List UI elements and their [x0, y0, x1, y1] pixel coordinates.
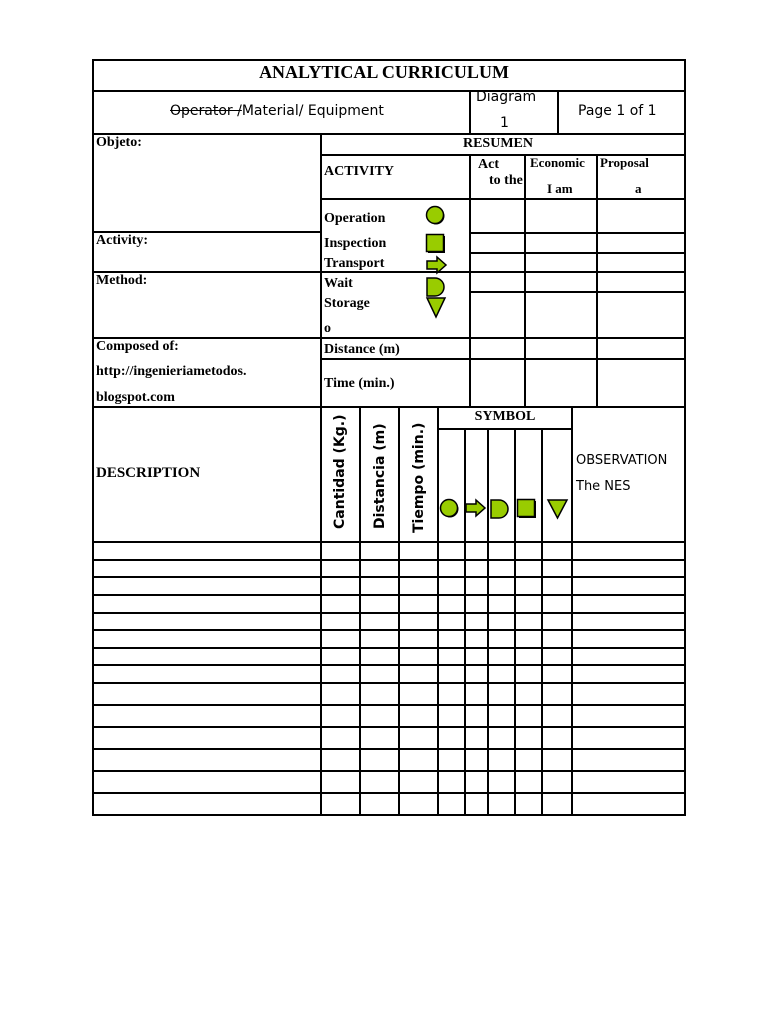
table-row — [92, 594, 686, 596]
row-transport: Transport — [324, 256, 385, 271]
table-row — [92, 629, 686, 631]
grid-line — [437, 406, 439, 815]
col-proposal-line2: a — [635, 181, 642, 196]
grid-line — [464, 428, 466, 815]
composed-of-label: Composed of: — [96, 339, 179, 354]
border-left — [92, 59, 94, 816]
col-proposal-line1: Proposal — [600, 155, 649, 170]
diagram-label: Diagram — [476, 89, 537, 105]
url-line1: http://ingenieriametodos. — [96, 364, 247, 379]
table-row — [92, 647, 686, 649]
transport-arrow-icon — [425, 255, 449, 277]
operator-label: Operator / — [170, 103, 242, 119]
table-row — [92, 726, 686, 728]
grid-line — [92, 541, 686, 543]
grid-line — [469, 154, 471, 407]
observation-sub: The NES — [576, 479, 631, 494]
grid-line — [469, 90, 471, 134]
row-distance: Distance (m) — [324, 342, 400, 357]
row-inspection: Inspection — [324, 236, 387, 251]
table-row — [92, 612, 686, 614]
grid-line — [398, 406, 400, 815]
col-distancia: Distancia (m) — [372, 423, 388, 529]
table-row — [92, 770, 686, 772]
col-tiempo: Tiempo (min.) — [411, 422, 427, 533]
col-economic-line2: I am — [547, 181, 573, 196]
grid-line — [469, 291, 686, 293]
table-row — [92, 559, 686, 561]
method-label: Method: — [96, 273, 148, 288]
table-row — [92, 748, 686, 750]
operation-circle-icon — [425, 205, 447, 227]
grid-line — [469, 252, 686, 254]
grid-line — [514, 428, 516, 815]
border-bottom — [92, 814, 686, 816]
table-row — [92, 792, 686, 794]
grid-line — [359, 406, 361, 815]
col-economic-line1: Economic — [530, 155, 585, 170]
symbol-col-inspection-icon — [516, 498, 540, 520]
border-top — [92, 59, 686, 61]
page-indicator: Page 1 of 1 — [578, 103, 657, 119]
header-operator-material — [170, 103, 384, 119]
table-row — [92, 664, 686, 666]
grid-line — [487, 428, 489, 815]
grid-line — [438, 428, 572, 430]
grid-line — [320, 198, 686, 200]
col-cantidad: Cantidad (Kg.) — [332, 414, 348, 529]
col-act-line2: to the — [489, 173, 523, 188]
grid-line — [320, 358, 686, 360]
row-operation: Operation — [324, 211, 386, 226]
row-wait: Wait — [324, 276, 353, 291]
description-header: DESCRIPTION — [96, 465, 201, 481]
resumen-title: RESUMEN — [462, 136, 533, 151]
grid-line — [571, 406, 573, 815]
table-row — [92, 704, 686, 706]
activity-label: Activity: — [96, 233, 149, 248]
symbol-col-operation-icon — [438, 497, 460, 519]
symbol-col-transport-icon — [464, 498, 488, 520]
grid-line — [524, 154, 526, 407]
grid-line — [596, 154, 598, 407]
symbol-col-storage-icon — [546, 498, 570, 522]
col-act-line1: Act — [478, 157, 499, 172]
grid-line — [557, 90, 559, 134]
grid-line — [541, 428, 543, 815]
symbol-col-wait-icon — [489, 498, 511, 520]
objeto-label: Objeto: — [96, 135, 142, 150]
diagram-number: 1 — [500, 115, 509, 131]
url-line2: blogspot.com — [96, 390, 175, 405]
grid-line — [92, 231, 321, 233]
wait-d-icon — [425, 276, 447, 298]
grid-line — [92, 90, 686, 92]
border-right — [684, 59, 686, 816]
grid-line — [92, 271, 321, 273]
activity-header: ACTIVITY — [324, 164, 395, 179]
grid-line — [92, 133, 686, 135]
material-equipment-label: Material/ Equipment — [241, 103, 384, 119]
grid-line — [92, 406, 686, 408]
grid-line — [320, 133, 322, 815]
row-storage-suffix: o — [324, 321, 331, 336]
analytical-curriculum-form — [92, 59, 686, 816]
row-time: Time (min.) — [324, 376, 395, 391]
page-title: ANALYTICAL CURRICULUM — [259, 62, 509, 82]
symbol-header: SYMBOL — [474, 409, 536, 424]
inspection-square-icon — [425, 233, 447, 255]
table-row — [92, 576, 686, 578]
table-row — [92, 682, 686, 684]
row-storage: Storage — [324, 296, 370, 311]
grid-line — [469, 232, 686, 234]
grid-line — [92, 337, 686, 339]
observation-label: OBSERVATION — [576, 453, 668, 468]
storage-triangle-icon — [425, 296, 447, 320]
